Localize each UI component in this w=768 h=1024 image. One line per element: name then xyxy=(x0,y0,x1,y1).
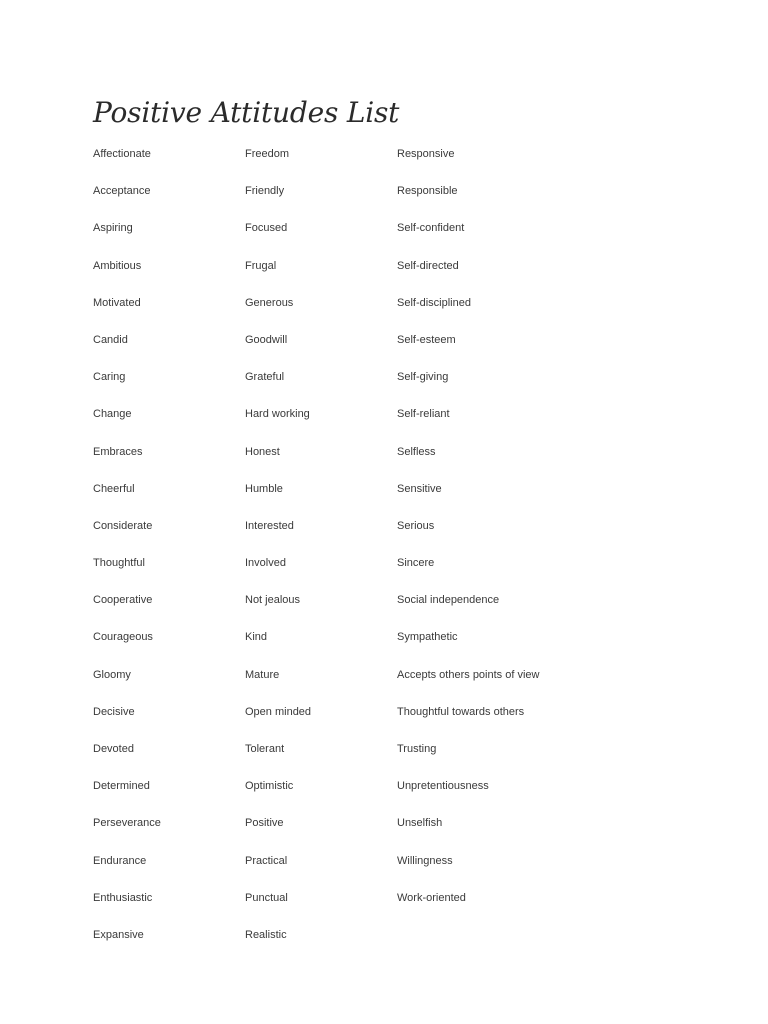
attitude-item: Candid xyxy=(93,333,128,346)
attitude-item: Accepts others points of view xyxy=(397,668,540,681)
attitude-item: Selfless xyxy=(397,445,436,458)
attitude-item: Kind xyxy=(245,631,268,644)
attitude-item: Work-oriented xyxy=(397,891,466,904)
attitude-item: Expansive xyxy=(93,928,144,941)
attitude-item: Acceptance xyxy=(93,185,151,198)
attitude-item: Embraces xyxy=(93,445,143,458)
attitude-item: Determined xyxy=(93,780,150,793)
attitude-item: Focused xyxy=(245,222,288,235)
page-title: Positive Attitudes List xyxy=(93,96,400,129)
attitude-item: Courageous xyxy=(93,631,153,644)
attitude-item: Thoughtful xyxy=(93,557,145,570)
attitude-item: Honest xyxy=(245,445,280,458)
attitude-item: Self-directed xyxy=(397,259,459,272)
attitude-item: Self-reliant xyxy=(397,408,450,421)
attitudes-column-2 xyxy=(245,146,311,964)
attitude-item: Decisive xyxy=(93,705,135,718)
attitude-item: Caring xyxy=(93,371,126,384)
attitude-item: Humble xyxy=(245,482,283,495)
attitude-item: Motivated xyxy=(93,296,141,309)
attitude-item: Grateful xyxy=(245,371,285,384)
attitude-item: Self-disciplined xyxy=(397,296,471,309)
attitude-item: Willingness xyxy=(397,854,453,867)
attitude-item: Sensitive xyxy=(397,482,442,495)
attitude-item: Ambitious xyxy=(93,259,142,272)
attitude-item: Endurance xyxy=(93,854,147,867)
attitude-item: Positive xyxy=(245,817,284,830)
attitude-item: Hard working xyxy=(245,408,310,421)
attitude-item: Trusting xyxy=(397,743,437,755)
attitude-item: Interested xyxy=(245,519,294,532)
attitude-item: Self-confident xyxy=(397,222,465,235)
attitude-item: Perseverance xyxy=(93,817,161,830)
attitude-item: Punctual xyxy=(245,891,288,904)
attitude-item: Realistic xyxy=(245,928,287,941)
attitude-item: Enthusiastic xyxy=(93,891,153,904)
attitude-item: Cheerful xyxy=(93,482,135,495)
attitude-item: Gloomy xyxy=(93,668,131,681)
attitude-item: Self-esteem xyxy=(397,333,456,346)
attitude-item: Friendly xyxy=(245,185,285,198)
attitude-item: Involved xyxy=(245,557,286,570)
attitude-item: Considerate xyxy=(93,519,153,532)
attitude-item: Unpretentiousness xyxy=(397,780,489,793)
attitude-item: Freedom xyxy=(245,148,290,160)
attitude-item: Generous xyxy=(245,296,294,309)
attitude-item: Optimistic xyxy=(245,780,294,793)
attitudes-column-1 xyxy=(93,146,161,964)
attitude-item: Goodwill xyxy=(245,333,288,346)
attitude-item: Tolerant xyxy=(245,743,285,755)
attitude-item: Practical xyxy=(245,854,288,867)
attitude-item: Sincere xyxy=(397,557,435,570)
attitude-item: Aspiring xyxy=(93,222,133,235)
attitude-item: Mature xyxy=(245,668,280,681)
attitude-item: Responsive xyxy=(397,148,455,160)
attitude-item: Frugal xyxy=(245,259,277,272)
attitude-item: Change xyxy=(93,408,132,421)
attitude-item: Responsible xyxy=(397,185,458,198)
attitude-item: Unselfish xyxy=(397,817,443,830)
attitude-item: Social independence xyxy=(397,594,500,607)
attitude-item: Open minded xyxy=(245,705,312,718)
attitude-item: Self-giving xyxy=(397,371,449,384)
attitudes-column-3 xyxy=(397,146,539,927)
attitude-item: Affectionate xyxy=(93,148,151,160)
attitude-item: Cooperative xyxy=(93,594,153,607)
attitude-item: Not jealous xyxy=(245,594,301,607)
attitude-item: Devoted xyxy=(93,743,134,755)
attitude-item: Sympathetic xyxy=(397,631,458,644)
attitude-item: Thoughtful towards others xyxy=(397,705,525,718)
attitude-item: Serious xyxy=(397,519,435,532)
